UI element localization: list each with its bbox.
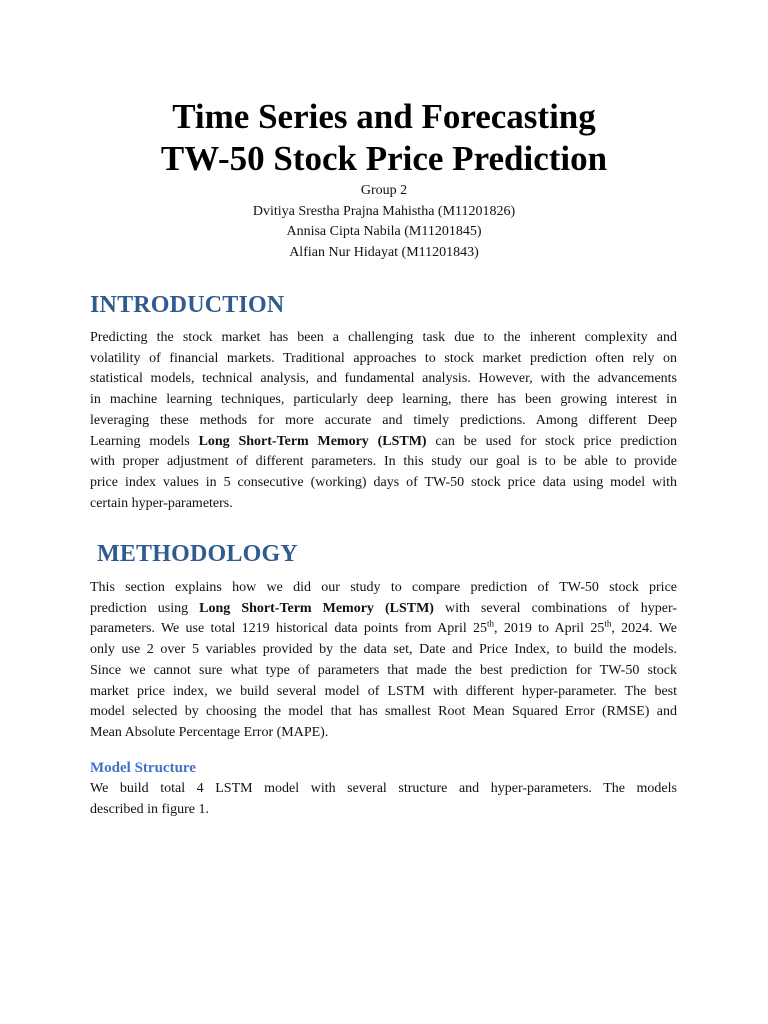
model-structure-heading: Model Structure	[90, 760, 196, 776]
methodology-paragraph	[90, 578, 677, 744]
paragraph-line: model selected by choosing the model that has smallest Root Mean Squared Error (RMSE) and	[90, 704, 677, 720]
paragraph-line: only use 2 over 5 variables provided by the data set, Date and Price Index, to build the models.	[90, 642, 677, 658]
author-name: Annisa Cipta Nabila (M11201845)	[286, 224, 482, 240]
ordinal-suffix: th	[487, 618, 495, 629]
paragraph-line: certain hyper-parameters.	[90, 495, 233, 511]
paragraph-line: This section explains how we did our study to compare prediction of TW-50 stock price	[90, 580, 677, 595]
inline-text: , 2019 to April 25	[494, 621, 605, 637]
inline-text: , 2024. We	[611, 621, 678, 637]
paragraph-line: with proper adjustment of different parameters. In this study our goal is to be able to provide	[90, 454, 677, 470]
inline-text: with several combinations of hyper-	[444, 600, 677, 616]
paragraph-line: We build total 4 LSTM model with several structure and hyper-parameters. The models	[90, 781, 677, 796]
methodology-heading: METHODOLOGY	[97, 541, 298, 567]
inline-text: Learning models	[90, 433, 190, 449]
introduction-paragraph	[90, 328, 677, 514]
paragraph-line: price index values in 5 consecutive (working) days of TW-50 stock price data using model with	[90, 474, 677, 490]
paragraph-line	[90, 619, 677, 640]
model-structure-paragraph	[90, 779, 677, 820]
paragraph-line: Mean Absolute Percentage Error (MAPE).	[90, 724, 329, 740]
paragraph-line: leveraging these methods for more accurate and timely predictions. Among different Deep	[90, 412, 677, 428]
paragraph-line	[90, 432, 677, 453]
author-block	[0, 181, 768, 264]
paragraph-line	[90, 599, 677, 620]
author-name: Dvitiya Srestha Prajna Mahistha (M11201826)	[252, 203, 516, 219]
inline-text: can be used for stock price prediction	[435, 433, 678, 449]
author-name: Alfian Nur Hidayat (M11201843)	[289, 245, 479, 261]
paragraph-line: described in figure 1.	[90, 801, 209, 817]
paragraph-line: in machine learning techniques, particularly deep learning, there has been growing interest in	[90, 392, 677, 408]
introduction-heading: INTRODUCTION	[90, 292, 285, 318]
paragraph-line: volatility of financial markets. Traditional approaches to stock market prediction often rely on	[90, 350, 677, 366]
paragraph-line: Since we cannot sure what type of parameters that made the best prediction for TW-50 stock	[90, 662, 677, 678]
paragraph-line: market price index, we build several model of LSTM with different hyper-parameter. The best	[90, 683, 677, 699]
group-label: Group 2	[360, 183, 408, 198]
bold-term: Long Short-Term Memory (LSTM)	[199, 600, 434, 616]
inline-text: parameters. We use total 1219 historical data points from April 25	[90, 621, 488, 637]
bold-term: Long Short-Term Memory (LSTM)	[198, 433, 427, 449]
paragraph-line: Predicting the stock market has been a challenging task due to the inherent complexity and	[90, 330, 677, 345]
document-title-line-2: TW-50 Stock Price Prediction	[160, 139, 608, 178]
document-title-line-1: Time Series and Forecasting	[172, 97, 596, 136]
paragraph-line: statistical models, technical analysis, and fundamental analysis. However, with the advancements	[90, 371, 677, 387]
ordinal-suffix: th	[604, 618, 612, 629]
inline-text: prediction using	[90, 600, 189, 616]
